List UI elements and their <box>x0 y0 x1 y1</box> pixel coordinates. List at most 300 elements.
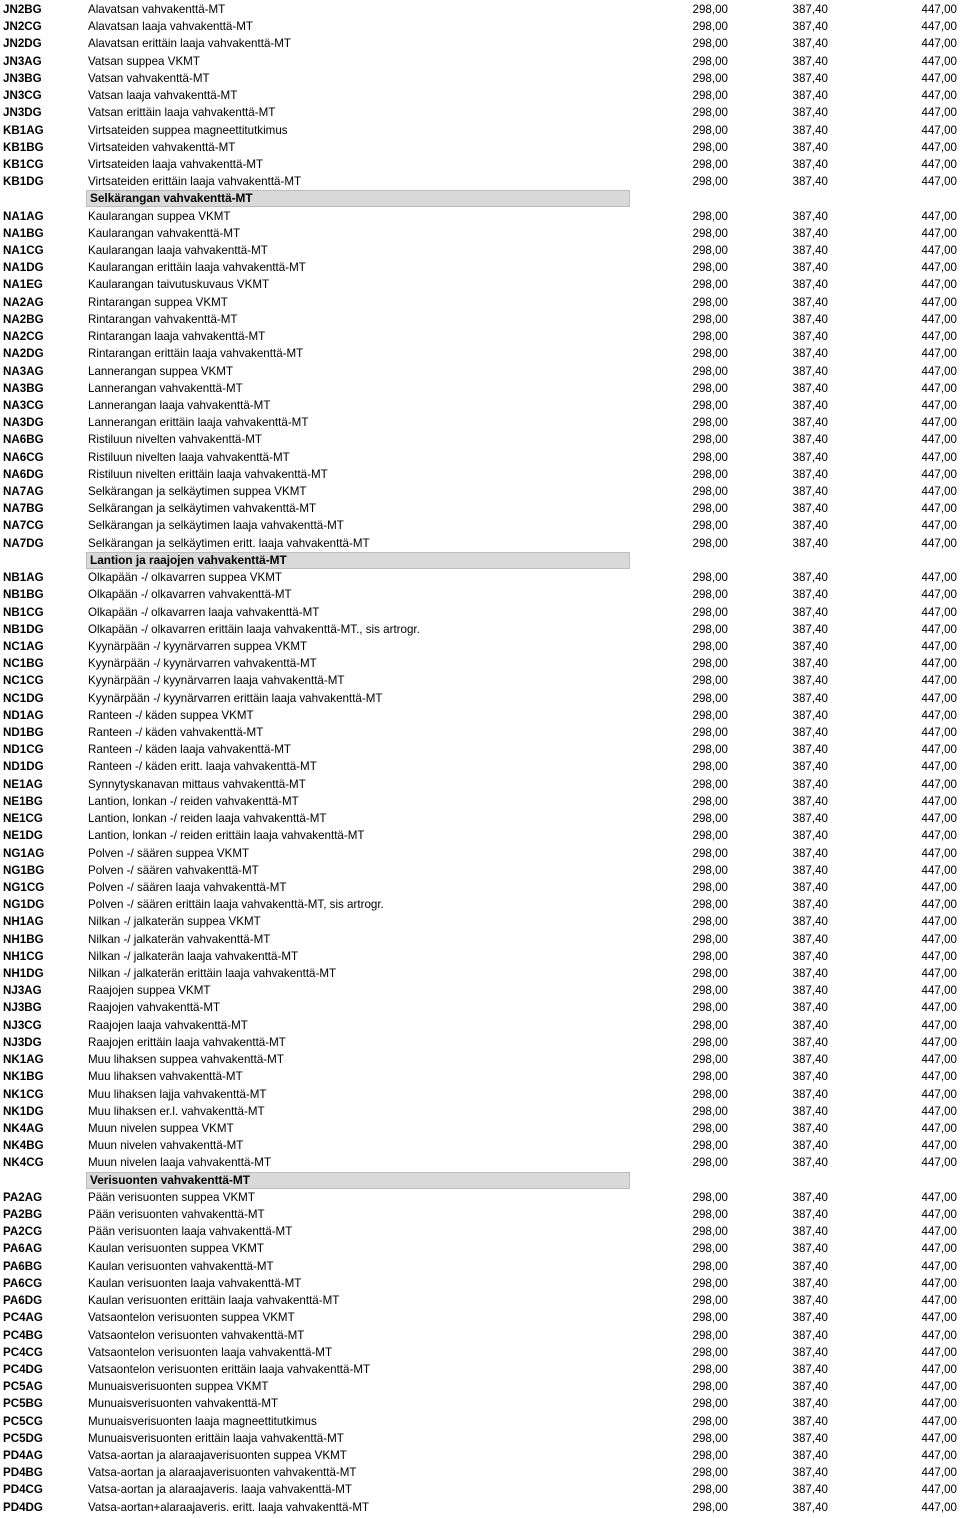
price-1: 298,00 <box>692 571 728 585</box>
procedure-description: Kaularangan vahvakenttä-MT <box>88 226 241 240</box>
price-3: 447,00 <box>921 1259 957 1273</box>
procedure-code: NC1DG <box>3 691 44 705</box>
price-2: 387,40 <box>792 157 828 171</box>
procedure-description: Selkärangan ja selkäytimen vahvakenttä-MT <box>88 502 317 516</box>
procedure-description: Lannerangan erittäin laaja vahvakenttä-MT <box>88 416 309 430</box>
table-row <box>0 1292 960 1309</box>
price-3: 447,00 <box>921 209 957 223</box>
price-3: 447,00 <box>921 1345 957 1359</box>
procedure-code: ND1DG <box>3 760 44 774</box>
price-2: 387,40 <box>792 1190 828 1204</box>
table-row <box>0 1223 960 1240</box>
price-3: 447,00 <box>921 175 957 189</box>
price-1: 298,00 <box>692 330 728 344</box>
price-2: 387,40 <box>792 898 828 912</box>
price-2: 387,40 <box>792 777 828 791</box>
price-2: 387,40 <box>792 519 828 533</box>
price-3: 447,00 <box>921 278 957 292</box>
price-1: 298,00 <box>692 1414 728 1428</box>
table-row <box>0 414 960 431</box>
price-1: 298,00 <box>692 433 728 447</box>
price-3: 447,00 <box>921 1449 957 1463</box>
price-1: 298,00 <box>692 278 728 292</box>
price-1: 298,00 <box>692 967 728 981</box>
price-2: 387,40 <box>792 381 828 395</box>
table-row <box>0 931 960 948</box>
price-3: 447,00 <box>921 1362 957 1376</box>
procedure-description: Muu lihaksen er.l. vahvakenttä-MT <box>88 1104 265 1118</box>
price-3: 447,00 <box>921 261 957 275</box>
procedure-code: JN3AG <box>3 54 42 68</box>
price-3: 447,00 <box>921 829 957 843</box>
procedure-code: JN2BG <box>3 3 42 16</box>
procedure-description: Rintarangan laaja vahvakenttä-MT <box>88 330 266 344</box>
price-1: 298,00 <box>692 295 728 309</box>
price-3: 447,00 <box>921 20 957 34</box>
price-3: 447,00 <box>921 812 957 826</box>
price-3: 447,00 <box>921 1190 957 1204</box>
price-2: 387,40 <box>792 1328 828 1342</box>
procedure-code: NB1DG <box>3 622 44 636</box>
table-row <box>0 139 960 156</box>
price-1: 298,00 <box>692 708 728 722</box>
price-1: 298,00 <box>692 106 728 120</box>
price-3: 447,00 <box>921 244 957 257</box>
procedure-description: Lantion, lonkan -/ reiden erittäin laaja vahvakenttä-MT <box>88 829 365 843</box>
price-2: 387,40 <box>792 984 828 998</box>
price-1: 298,00 <box>692 639 728 653</box>
procedure-description: Alavatsan vahvakenttä-MT <box>88 3 226 16</box>
price-1: 298,00 <box>692 1139 728 1153</box>
procedure-code: NB1AG <box>3 571 44 585</box>
price-2: 387,40 <box>792 967 828 981</box>
table-row <box>0 1499 960 1516</box>
table-row <box>0 827 960 844</box>
table-row <box>0 208 960 225</box>
price-3: 447,00 <box>921 863 957 877</box>
table-row <box>0 242 960 259</box>
price-2: 387,40 <box>792 1449 828 1463</box>
procedure-code: NG1DG <box>3 898 45 912</box>
table-row <box>0 1481 960 1498</box>
price-1: 298,00 <box>692 726 728 740</box>
price-2: 387,40 <box>792 588 828 602</box>
table-row <box>0 1327 960 1344</box>
table-row <box>0 690 960 707</box>
price-3: 447,00 <box>921 123 957 137</box>
price-1: 298,00 <box>692 398 728 412</box>
price-2: 387,40 <box>792 657 828 671</box>
price-1: 298,00 <box>692 605 728 619</box>
procedure-description: Virtsateiden laaja vahvakenttä-MT <box>88 157 264 171</box>
procedure-code: NA7DG <box>3 536 44 550</box>
procedure-code: NC1BG <box>3 657 44 671</box>
procedure-description: Muu lihaksen vahvakenttä-MT <box>88 1070 243 1084</box>
price-1: 298,00 <box>692 244 728 257</box>
procedure-description: Vatsaontelon verisuonten vahvakenttä-MT <box>88 1328 305 1342</box>
table-row <box>0 500 960 517</box>
procedure-description: Pään verisuonten laaja vahvakenttä-MT <box>88 1225 293 1239</box>
procedure-code: JN3BG <box>3 71 42 85</box>
procedure-description: Munuaisverisuonten vahvakenttä-MT <box>88 1397 279 1411</box>
table-row <box>0 913 960 930</box>
price-2: 387,40 <box>792 1087 828 1101</box>
price-2: 387,40 <box>792 261 828 275</box>
price-1: 298,00 <box>692 226 728 240</box>
price-3: 447,00 <box>921 846 957 860</box>
procedure-code: NA2CG <box>3 330 44 344</box>
procedure-code: NG1BG <box>3 863 45 877</box>
table-row <box>0 862 960 879</box>
price-3: 447,00 <box>921 984 957 998</box>
procedure-code: NA1EG <box>3 278 43 292</box>
procedure-code: NK1AG <box>3 1053 44 1067</box>
price-2: 387,40 <box>792 1397 828 1411</box>
price-3: 447,00 <box>921 708 957 722</box>
table-row <box>0 294 960 311</box>
price-3: 447,00 <box>921 726 957 740</box>
price-3: 447,00 <box>921 89 957 103</box>
price-2: 387,40 <box>792 708 828 722</box>
price-2: 387,40 <box>792 140 828 154</box>
price-3: 447,00 <box>921 330 957 344</box>
price-3: 447,00 <box>921 536 957 550</box>
procedure-description: Lannerangan laaja vahvakenttä-MT <box>88 398 271 412</box>
price-2: 387,40 <box>792 502 828 516</box>
procedure-description: Selkärangan ja selkäytimen suppea VKMT <box>88 485 307 499</box>
section-header-row <box>0 552 960 569</box>
table-row <box>0 1068 960 1085</box>
price-1: 298,00 <box>692 1208 728 1222</box>
procedure-description: Ristiluun nivelten vahvakenttä-MT <box>88 433 262 447</box>
price-1: 298,00 <box>692 1328 728 1342</box>
procedure-code: PC4BG <box>3 1328 43 1342</box>
procedure-code: NA1DG <box>3 261 44 275</box>
procedure-description: Rintarangan suppea VKMT <box>88 295 228 309</box>
price-3: 447,00 <box>921 467 957 481</box>
table-row <box>0 586 960 603</box>
price-3: 447,00 <box>921 1156 957 1170</box>
price-3: 447,00 <box>921 1294 957 1308</box>
price-1: 298,00 <box>692 347 728 361</box>
price-2: 387,40 <box>792 123 828 137</box>
table-row <box>0 1361 960 1378</box>
price-1: 298,00 <box>692 622 728 636</box>
table-row <box>0 776 960 793</box>
price-2: 387,40 <box>792 1345 828 1359</box>
procedure-description: Polven -/ säären suppea VKMT <box>88 846 250 860</box>
procedure-code: NA3DG <box>3 416 44 430</box>
table-row <box>0 982 960 999</box>
procedure-description: Vatsaontelon verisuonten erittäin laaja vahvakenttä-MT <box>88 1362 371 1376</box>
price-1: 298,00 <box>692 1483 728 1497</box>
price-2: 387,40 <box>792 1121 828 1135</box>
procedure-description: Ristiluun nivelten erittäin laaja vahvakenttä-MT <box>88 467 328 481</box>
procedure-code: PC5BG <box>3 1397 43 1411</box>
procedure-description: Lantion, lonkan -/ reiden laaja vahvakenttä-MT <box>88 812 327 826</box>
price-1: 298,00 <box>692 467 728 481</box>
price-2: 387,40 <box>792 485 828 499</box>
price-1: 298,00 <box>692 657 728 671</box>
price-2: 387,40 <box>792 1018 828 1032</box>
procedure-description: Ristiluun nivelten laaja vahvakenttä-MT <box>88 450 290 464</box>
price-2: 387,40 <box>792 571 828 585</box>
price-2: 387,40 <box>792 622 828 636</box>
price-2: 387,40 <box>792 812 828 826</box>
procedure-code: NA1AG <box>3 209 44 223</box>
procedure-description: Vatsan vahvakenttä-MT <box>88 71 210 85</box>
price-2: 387,40 <box>792 880 828 894</box>
procedure-description: Kaularangan taivutuskuvaus VKMT <box>88 278 270 292</box>
section-header: Selkärangan vahvakenttä-MT <box>86 190 630 207</box>
price-2: 387,40 <box>792 1431 828 1445</box>
table-row <box>0 999 960 1016</box>
procedure-code: PD4CG <box>3 1483 43 1497</box>
procedure-description: Vatsan laaja vahvakenttä-MT <box>88 89 238 103</box>
procedure-description: Raajojen laaja vahvakenttä-MT <box>88 1018 248 1032</box>
table-row <box>0 1154 960 1171</box>
procedure-code: PA6BG <box>3 1259 43 1273</box>
procedure-description: Munuaisverisuonten laaja magneettitutkimus <box>88 1414 317 1428</box>
procedure-description: Selkärangan ja selkäytimen laaja vahvakenttä-MT <box>88 519 344 533</box>
price-2: 387,40 <box>792 3 828 16</box>
price-1: 298,00 <box>692 209 728 223</box>
price-2: 387,40 <box>792 1276 828 1290</box>
table-row <box>0 259 960 276</box>
procedure-code: PC4CG <box>3 1345 43 1359</box>
procedure-code: NB1BG <box>3 588 44 602</box>
price-1: 298,00 <box>692 3 728 16</box>
price-2: 387,40 <box>792 1070 828 1084</box>
procedure-description: Vatsa-aortan+alaraajaveris. eritt. laaja vahvakenttä-MT <box>88 1500 370 1514</box>
procedure-description: Munuaisverisuonten suppea VKMT <box>88 1380 269 1394</box>
procedure-code: PC5CG <box>3 1414 43 1428</box>
procedure-description: Vatsa-aortan ja alaraajaverisuonten vahvakenttä-MT <box>88 1466 357 1480</box>
price-3: 447,00 <box>921 312 957 326</box>
table-row <box>0 122 960 139</box>
price-3: 447,00 <box>921 364 957 378</box>
procedure-description: Vatsan erittäin laaja vahvakenttä-MT <box>88 106 276 120</box>
procedure-description: Vatsaontelon verisuonten laaja vahvakenttä-MT <box>88 1345 333 1359</box>
price-2: 387,40 <box>792 1294 828 1308</box>
table-row <box>0 896 960 913</box>
price-3: 447,00 <box>921 691 957 705</box>
procedure-description: Kyynärpään -/ kyynärvarren suppea VKMT <box>88 639 308 653</box>
table-row <box>0 724 960 741</box>
procedure-description: Ranteen -/ käden suppea VKMT <box>88 708 254 722</box>
procedure-description: Kaulan verisuonten vahvakenttä-MT <box>88 1259 274 1273</box>
table-row <box>0 1447 960 1464</box>
price-3: 447,00 <box>921 1483 957 1497</box>
price-2: 387,40 <box>792 846 828 860</box>
price-1: 298,00 <box>692 1035 728 1049</box>
price-1: 298,00 <box>692 1190 728 1204</box>
procedure-code: NH1DG <box>3 967 44 981</box>
price-2: 387,40 <box>792 1414 828 1428</box>
price-2: 387,40 <box>792 743 828 757</box>
price-3: 447,00 <box>921 1225 957 1239</box>
price-1: 298,00 <box>692 157 728 171</box>
procedure-code: NK1DG <box>3 1104 44 1118</box>
price-1: 298,00 <box>692 1449 728 1463</box>
procedure-code: PA6CG <box>3 1276 43 1290</box>
price-3: 447,00 <box>921 1104 957 1118</box>
price-1: 298,00 <box>692 1380 728 1394</box>
price-2: 387,40 <box>792 1208 828 1222</box>
price-2: 387,40 <box>792 175 828 189</box>
section-header-row <box>0 190 960 207</box>
procedure-code: NC1CG <box>3 674 44 688</box>
price-3: 447,00 <box>921 485 957 499</box>
price-1: 298,00 <box>692 1053 728 1067</box>
table-row <box>0 1464 960 1481</box>
procedure-description: Kaulan verisuonten erittäin laaja vahvakenttä-MT <box>88 1294 340 1308</box>
procedure-description: Olkapään -/ olkavarren suppea VKMT <box>88 571 282 585</box>
price-2: 387,40 <box>792 347 828 361</box>
table-row <box>0 1034 960 1051</box>
procedure-code: NJ3BG <box>3 1001 42 1015</box>
price-3: 447,00 <box>921 1121 957 1135</box>
procedure-code: JN3DG <box>3 106 42 120</box>
procedure-code: NJ3CG <box>3 1018 42 1032</box>
price-2: 387,40 <box>792 71 828 85</box>
price-3: 447,00 <box>921 777 957 791</box>
price-3: 447,00 <box>921 106 957 120</box>
price-2: 387,40 <box>792 1035 828 1049</box>
procedure-code: NK4AG <box>3 1121 44 1135</box>
price-2: 387,40 <box>792 1500 828 1514</box>
procedure-code: PA6AG <box>3 1242 43 1256</box>
procedure-code: NH1BG <box>3 932 44 946</box>
procedure-code: PC4DG <box>3 1362 43 1376</box>
price-1: 298,00 <box>692 915 728 929</box>
price-1: 298,00 <box>692 416 728 430</box>
price-3: 447,00 <box>921 588 957 602</box>
price-3: 447,00 <box>921 37 957 51</box>
table-row <box>0 328 960 345</box>
table-row <box>0 1120 960 1137</box>
price-3: 447,00 <box>921 519 957 533</box>
procedure-code: NE1CG <box>3 812 43 826</box>
price-1: 298,00 <box>692 949 728 963</box>
procedure-code: NK1CG <box>3 1087 44 1101</box>
price-3: 447,00 <box>921 1208 957 1222</box>
price-1: 298,00 <box>692 898 728 912</box>
table-row <box>0 655 960 672</box>
table-row <box>0 276 960 293</box>
price-3: 447,00 <box>921 1139 957 1153</box>
price-1: 298,00 <box>692 450 728 464</box>
procedure-description: Alavatsan laaja vahvakenttä-MT <box>88 20 253 34</box>
price-3: 447,00 <box>921 140 957 154</box>
procedure-code: PA2CG <box>3 1225 43 1239</box>
procedure-description: Raajojen vahvakenttä-MT <box>88 1001 221 1015</box>
price-1: 298,00 <box>692 123 728 137</box>
price-1: 298,00 <box>692 261 728 275</box>
table-row <box>0 363 960 380</box>
price-2: 387,40 <box>792 1311 828 1325</box>
price-3: 447,00 <box>921 226 957 240</box>
price-1: 298,00 <box>692 1156 728 1170</box>
procedure-description: Munuaisverisuonten erittäin laaja vahvakenttä-MT <box>88 1431 344 1445</box>
price-3: 447,00 <box>921 898 957 912</box>
procedure-description: Alavatsan erittäin laaja vahvakenttä-MT <box>88 37 291 51</box>
table-row <box>0 397 960 414</box>
price-2: 387,40 <box>792 1483 828 1497</box>
procedure-code: NJ3AG <box>3 984 42 998</box>
procedure-code: NG1CG <box>3 880 45 894</box>
procedure-description: Muu lihaksen suppea vahvakenttä-MT <box>88 1053 284 1067</box>
price-2: 387,40 <box>792 450 828 464</box>
price-3: 447,00 <box>921 295 957 309</box>
price-2: 387,40 <box>792 312 828 326</box>
procedure-description: Lantion, lonkan -/ reiden vahvakenttä-MT <box>88 794 299 808</box>
procedure-code: NA2BG <box>3 312 44 326</box>
table-row <box>0 156 960 173</box>
price-2: 387,40 <box>792 295 828 309</box>
procedure-description: Rintarangan vahvakenttä-MT <box>88 312 238 326</box>
procedure-description: Polven -/ säären erittäin laaja vahvakenttä-MT, sis artrogr. <box>88 898 384 912</box>
price-2: 387,40 <box>792 915 828 929</box>
procedure-code: NK1BG <box>3 1070 44 1084</box>
price-3: 447,00 <box>921 1070 957 1084</box>
price-2: 387,40 <box>792 1001 828 1015</box>
procedure-code: PA2AG <box>3 1190 43 1204</box>
table-row <box>0 1430 960 1447</box>
price-3: 447,00 <box>921 157 957 171</box>
procedure-code: ND1BG <box>3 726 44 740</box>
procedure-code: JN2DG <box>3 37 42 51</box>
price-2: 387,40 <box>792 20 828 34</box>
price-1: 298,00 <box>692 760 728 774</box>
section-header: Verisuonten vahvakenttä-MT <box>86 1172 630 1189</box>
price-1: 298,00 <box>692 1225 728 1239</box>
table-row <box>0 638 960 655</box>
procedure-description: Muu lihaksen lajja vahvakenttä-MT <box>88 1087 267 1101</box>
procedure-description: Ranteen -/ käden laaja vahvakenttä-MT <box>88 743 292 757</box>
table-row <box>0 793 960 810</box>
procedure-description: Kaulan verisuonten laaja vahvakenttä-MT <box>88 1276 302 1290</box>
table-row <box>0 1395 960 1412</box>
procedure-code: NE1BG <box>3 794 43 808</box>
price-1: 298,00 <box>692 519 728 533</box>
procedure-code: PD4AG <box>3 1449 43 1463</box>
price-3: 447,00 <box>921 1500 957 1514</box>
price-1: 298,00 <box>692 1259 728 1273</box>
price-2: 387,40 <box>792 674 828 688</box>
price-3: 447,00 <box>921 880 957 894</box>
price-3: 447,00 <box>921 450 957 464</box>
table-row <box>0 53 960 70</box>
table-row <box>0 173 960 190</box>
procedure-description: Muun nivelen laaja vahvakenttä-MT <box>88 1156 272 1170</box>
price-3: 447,00 <box>921 949 957 963</box>
price-2: 387,40 <box>792 794 828 808</box>
price-1: 298,00 <box>692 794 728 808</box>
procedure-code: NK4BG <box>3 1139 44 1153</box>
price-1: 298,00 <box>692 536 728 550</box>
section-header: Lantion ja raajojen vahvakenttä-MT <box>86 552 630 569</box>
table-row <box>0 1103 960 1120</box>
procedure-description: Ranteen -/ käden vahvakenttä-MT <box>88 726 264 740</box>
procedure-code: NJ3DG <box>3 1035 42 1049</box>
procedure-code: PD4DG <box>3 1500 43 1514</box>
table-row <box>0 517 960 534</box>
price-1: 298,00 <box>692 846 728 860</box>
price-3: 447,00 <box>921 347 957 361</box>
price-1: 298,00 <box>692 140 728 154</box>
procedure-code: PC4AG <box>3 1311 43 1325</box>
